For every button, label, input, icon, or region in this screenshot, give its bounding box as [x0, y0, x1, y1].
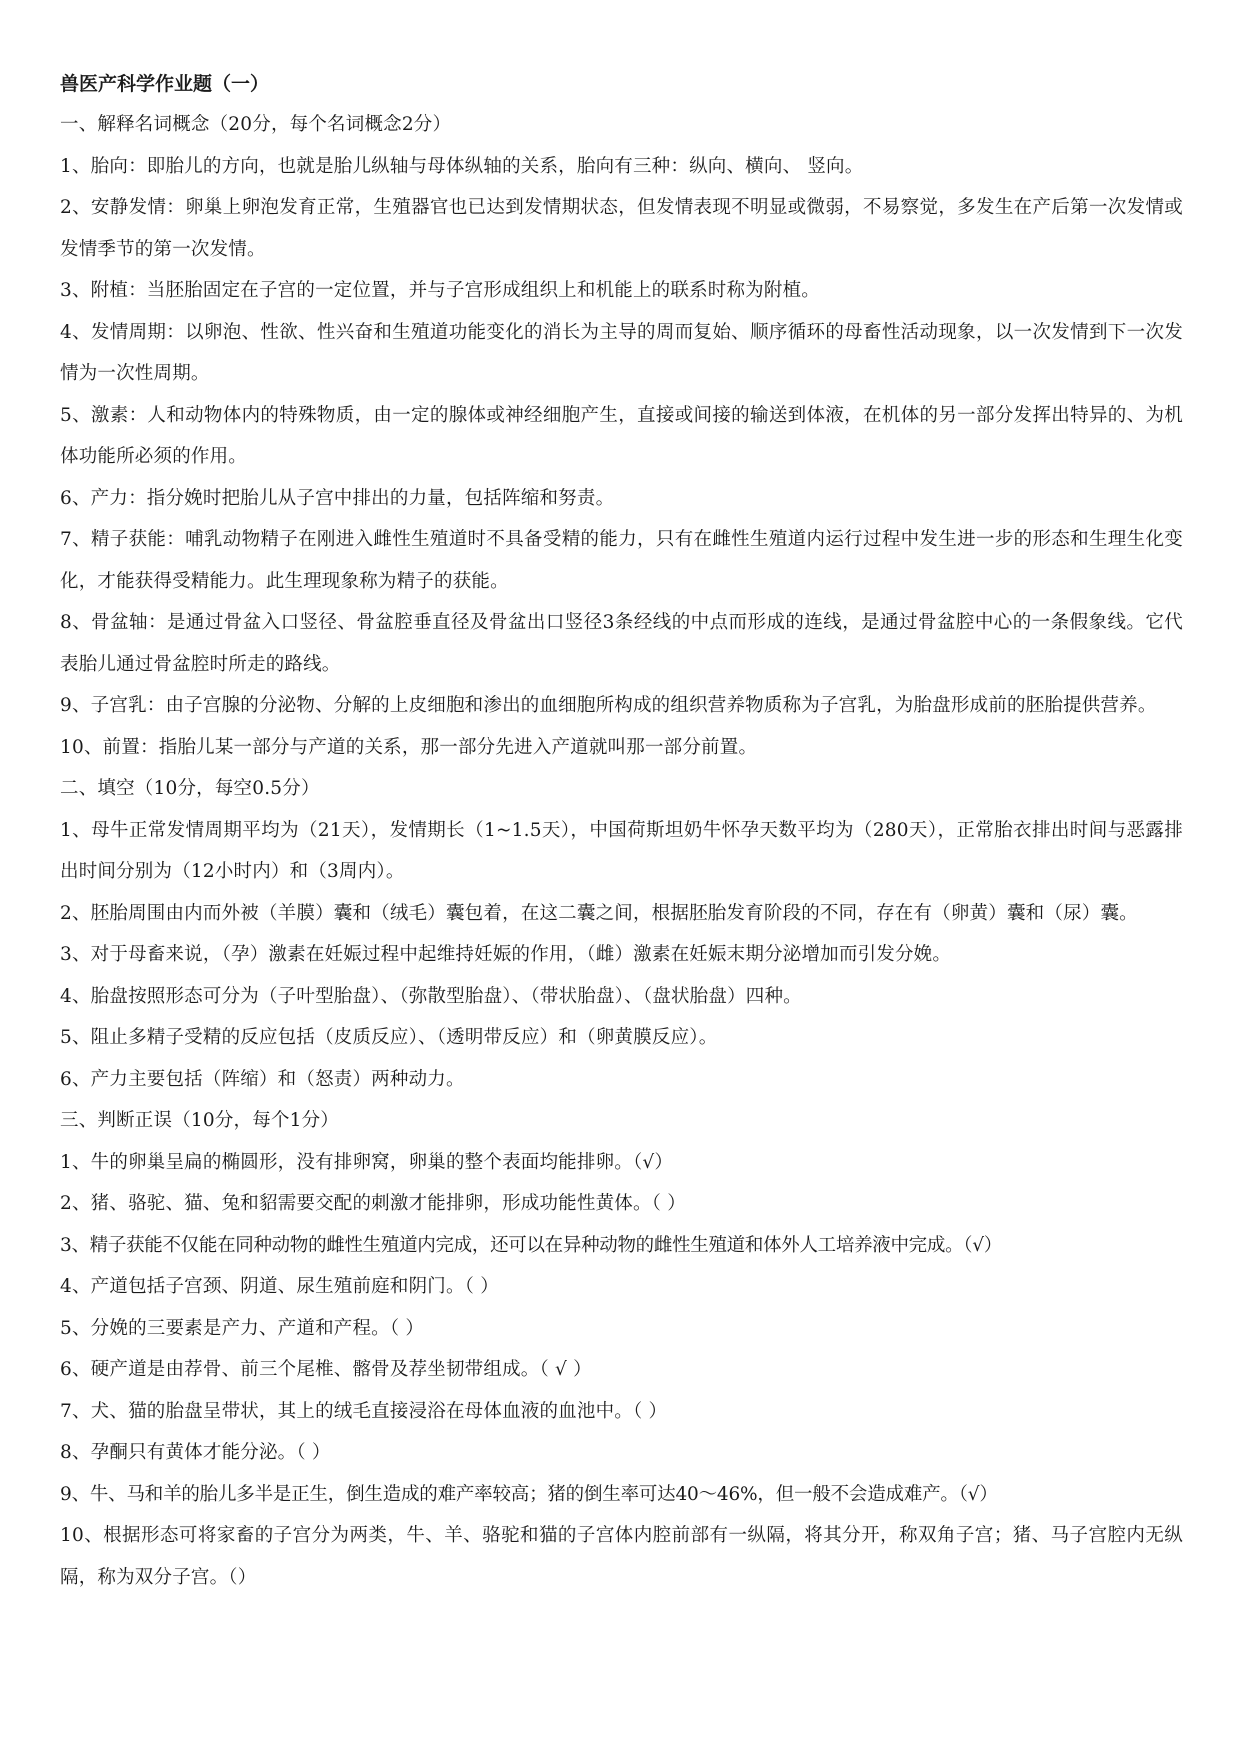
true-false-item-7: 7、犬、猫的胎盘呈带状，其上的绒毛直接浸浴在母体血液的血池中。（ ） [60, 1400, 668, 1422]
section-heading-2: 二、填空（10分，每空0.5分） [60, 778, 320, 799]
definition-item-8: 8、骨盆轴：是通过骨盆入口竖径、骨盆腔垂直径及骨盆出口竖径3条经线的中点而形成的连线，是通过骨盆腔中心的一条假象线。它代表胎儿通过骨盆腔时所走的路线。 [60, 612, 1183, 675]
definition-item-1: 1、胎向：即胎儿的方向，也就是胎儿纵轴与母体纵轴的关系，胎向有三种：纵向、横向、 竖向。 [60, 155, 864, 177]
true-false-item-2: 2、猪、骆驼、猫、兔和貂需要交配的刺激才能排卵，形成功能性黄体。（ ） [60, 1193, 686, 1214]
true-false-item-9: 9、牛、马和羊的胎儿多半是正生，倒生造成的难产率较高；猪的倒生率可达40～46%，但一般不会造成难产。（√） [60, 1483, 998, 1505]
true-false-item-6: 6、硬产道是由荐骨、前三个尾椎、髂骨及荐坐韧带组成。（ √ ） [60, 1359, 592, 1380]
fill-blank-item-4: 4、胎盘按照形态可分为（子叶型胎盘）、（弥散型胎盘）、（带状胎盘）、（盘状胎盘）四种。 [60, 985, 802, 1007]
definition-item-3: 3、附植：当胚胎固定在子宫的一定位置，并与子宫形成组织上和机能上的联系时称为附植。 [60, 280, 820, 301]
definition-item-6: 6、产力：指分娩时把胎儿从子宫中排出的力量，包括阵缩和努责。 [60, 487, 615, 509]
true-false-item-4: 4、产道包括子宫颈、阴道、尿生殖前庭和阴门。（ ） [60, 1276, 499, 1297]
section-heading-3: 三、判断正误（10分，每个1分） [60, 1110, 340, 1131]
definition-item-7: 7、精子获能：哺乳动物精子在刚进入雌性生殖道时不具备受精的能力，只有在雌性生殖道内运行过程中发生进一步的形态和生理生化变化，才能获得受精能力。此生理现象称为精子的获能。 [60, 529, 1183, 592]
definition-item-5: 5、激素：人和动物体内的特殊物质，由一定的腺体或神经细胞产生，直接或间接的输送到体液，在机体的另一部分发挥出特异的、为机体功能所必须的作用。 [60, 404, 1183, 467]
definition-item-4: 4、发情周期：以卵泡、性欲、性兴奋和生殖道功能变化的消长为主导的周而复始、顺序循环的母畜性活动现象，以一次发情到下一次发情为一次性周期。 [60, 321, 1183, 384]
true-false-item-5: 5、分娩的三要素是产力、产道和产程。（ ） [60, 1317, 425, 1339]
fill-blank-item-5: 5、阻止多精子受精的反应包括（皮质反应）、（透明带反应）和（卵黄膜反应）。 [60, 1027, 718, 1048]
fill-blank-item-1: 1、母牛正常发情周期平均为（21天），发情期长（1~1.5天），中国荷斯坦奶牛怀孕天数平均为（280天），正常胎衣排出时间与恶露排出时间分别为（12小时内）和（3周内）。 [60, 819, 1183, 882]
section-heading-1: 一、解释名词概念（20分，每个名词概念2分） [60, 114, 452, 135]
fill-blank-item-2: 2、胚胎周围由内而外被（羊膜）囊和（绒毛）囊包着，在这二囊之间，根据胚胎发育阶段的不同，存在有（卵黄）囊和（尿）囊。 [60, 902, 1138, 924]
fill-blank-item-6: 6、产力主要包括（阵缩）和（怒责）两种动力。 [60, 1068, 465, 1090]
true-false-item-1: 1、牛的卵巢呈扁的椭圆形，没有排卵窝，卵巢的整个表面均能排卵。（√） [60, 1151, 674, 1173]
true-false-item-3: 3、精子获能不仅能在同种动物的雌性生殖道内完成，还可以在异种动物的雌性生殖道和体外人工培养液中完成。（√） [60, 1234, 1002, 1256]
fill-blank-item-3: 3、对于母畜来说，（孕）激素在妊娠过程中起维持妊娠的作用，（雌）激素在妊娠末期分泌增加而引发分娩。 [60, 944, 952, 965]
definition-item-10: 10、前置：指胎儿某一部分与产道的关系，那一部分先进入产道就叫那一部分前置。 [60, 736, 758, 758]
definition-item-9: 9、子宫乳：由子宫腺的分泌物、分解的上皮细胞和渗出的血细胞所构成的组织营养物质称为子宫乳，为胎盘形成前的胚胎提供营养。 [60, 695, 1157, 716]
definition-item-2: 2、安静发情：卵巢上卵泡发育正常，生殖器官也已达到发情期状态，但发情表现不明显或微弱，不易察觉，多发生在产后第一次发情或发情季节的第一次发情。 [60, 197, 1183, 260]
true-false-item-8: 8、孕酮只有黄体才能分泌。（ ） [60, 1442, 331, 1463]
true-false-item-10: 10、根据形态可将家畜的子宫分为两类，牛、羊、骆驼和猫的子宫体内腔前部有一纵隔，将其分开，称双角子宫；猪、马子宫腔内无纵隔，称为双分子宫。（） [60, 1525, 1183, 1588]
document-title: 兽医产科学作业题（一） [60, 73, 270, 95]
